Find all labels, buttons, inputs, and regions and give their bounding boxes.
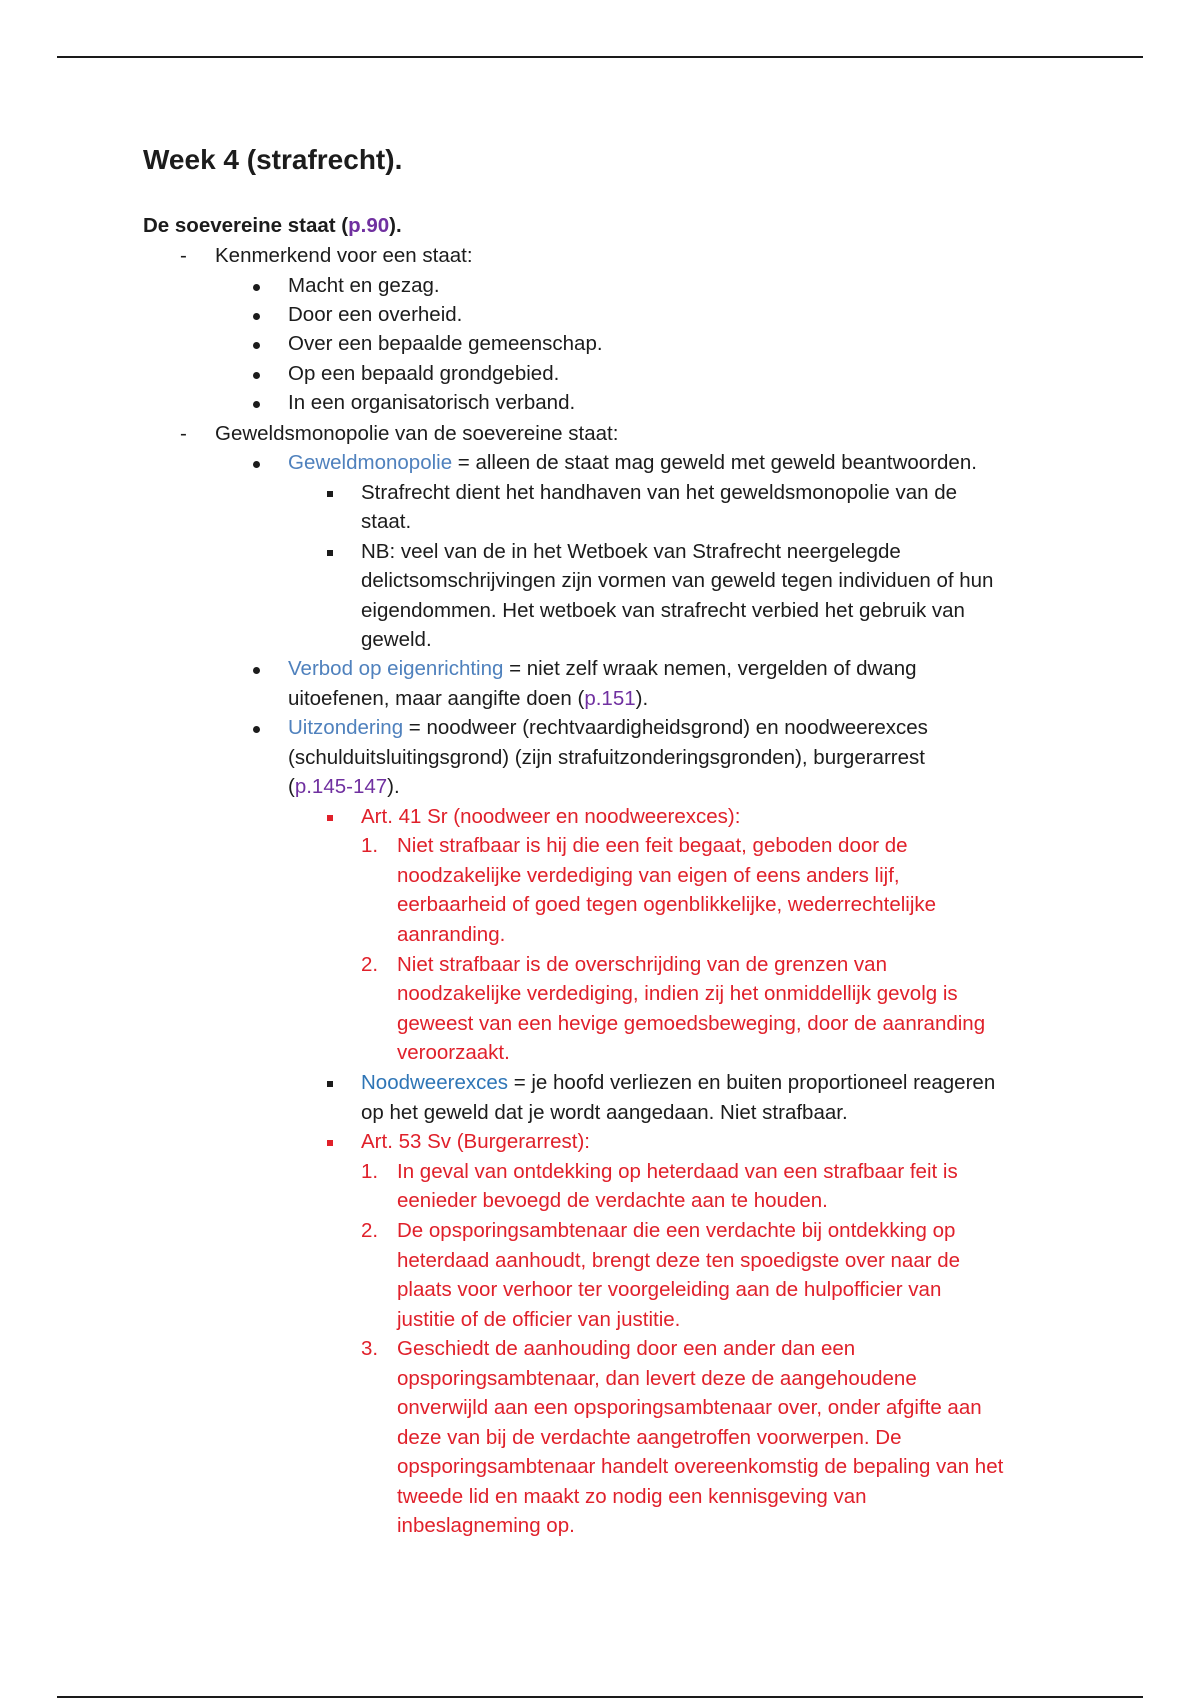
sub-item-line: geweld. [361,628,432,651]
article-item-number: 3. [361,1337,379,1360]
article-line: noodzakelijke verdediging van eigen of eens anders lijf, [397,864,900,887]
square-bullet [327,491,333,497]
definition-continuation: (schulduitsluitingsgrond) (zijn strafuitzonderingsgronden), burgerarrest [288,746,925,769]
definition-continuation [288,773,400,801]
article-line: deze van bij de verdachte aangetroffen voorwerpen. De [397,1426,902,1449]
sub-item-line: delictsomschrijvingen zijn vormen van geweld tegen individuen of hun [361,569,994,592]
term-highlight: Geweldmonopolie [288,451,453,474]
sub-item-line: NB: veel van de in het Wetboek van Strafrecht neergelegde [361,540,901,563]
article-line: Geschiedt de aanhouding door een ander dan een [397,1337,856,1360]
sub-item-line: staat. [361,510,412,533]
list-item: Op een bepaald grondgebied. [288,362,560,385]
definition-geweldmonopolie [288,449,977,477]
page-title: Week 4 (strafrecht). [143,144,403,175]
article-line: eenieder bevoegd de verdachte aan te houden. [397,1189,828,1212]
sub-item-line: Strafrecht dient het handhaven van het geweldsmonopolie van de [361,481,958,504]
page-reference: p.145-147 [294,775,388,798]
definition-text: ). [387,775,400,798]
article-item-number: 1. [361,834,379,857]
list-item: In een organisatorisch verband. [288,391,576,414]
article-line: tweede lid en maakt zo nodig een kennisgeving van [397,1485,867,1508]
bullet-dot [253,313,260,320]
article-line: noodzakelijke verdediging, indien zij het onmiddellijk gevolg is [397,982,958,1005]
article-heading: Art. 53 Sv (Burgerarrest): [361,1130,590,1153]
article-line: Niet strafbaar is de overschrijding van de grenzen van [397,953,887,976]
term-highlight: Uitzondering [288,716,404,739]
article-line: plaats voor verhoor ter voorgeleiding aan de hulpofficier van [397,1278,942,1301]
section-heading [143,212,402,240]
header-rule [57,56,1143,58]
list-item: Over een bepaalde gemeenschap. [288,332,603,355]
definition-text: uitoefenen, maar aangifte doen ( [288,687,585,710]
definition-text: = noodweer (rechtvaardigheidsgrond) en noodweerexces [403,716,928,739]
definition-eigenrichting [288,655,917,683]
page-reference: p.151 [584,687,636,710]
dash-bullet: - [180,422,187,445]
square-bullet [327,550,333,556]
definition-noodweerexces [361,1069,995,1097]
term-highlight: Verbod op eigenrichting [288,657,504,680]
page-reference: p.90 [348,214,390,237]
article-line: aanranding. [397,923,506,946]
list-label: Kenmerkend voor een staat: [215,244,473,267]
term-highlight: Noodweerexces [361,1071,508,1094]
square-bullet [327,815,333,821]
article-line: veroorzaakt. [397,1041,510,1064]
list-item: Door een overheid. [288,303,463,326]
footer-rule [57,1696,1143,1698]
article-line: heterdaad aanhoudt, brengt deze ten spoedigste over naar de [397,1249,961,1272]
article-line: In geval van ontdekking op heterdaad van een strafbaar feit is [397,1160,958,1183]
bullet-dot [253,401,260,408]
article-item-number: 1. [361,1160,379,1183]
article-heading: Art. 41 Sr (noodweer en noodweerexces): [361,805,741,828]
bullet-dot [253,284,260,291]
definition-continuation: op het geweld dat je wordt aangedaan. Niet strafbaar. [361,1101,848,1124]
square-bullet [327,1140,333,1146]
article-line: opsporingsambtenaar, dan levert deze de aangehoudene [397,1367,917,1390]
definition-text: = alleen de staat mag geweld met geweld beantwoorden. [452,451,977,474]
bullet-dot [253,667,260,674]
article-line: De opsporingsambtenaar die een verdachte bij ontdekking op [397,1219,956,1242]
definition-continuation [288,685,648,713]
article-line: onverwijld aan een opsporingsambtenaar over, onder afgifte aan [397,1396,982,1419]
article-line: Niet strafbaar is hij die een feit begaat, geboden door de [397,834,908,857]
article-line: justitie of de officier van justitie. [397,1308,681,1331]
article-line: opsporingsambtenaar handelt overeenkomstig de bepaling van het [397,1455,1004,1478]
article-line: inbeslagneming op. [397,1514,575,1537]
section-heading-text: De soevereine staat ( [143,214,349,237]
dash-bullet: - [180,244,187,267]
list-item: Macht en gezag. [288,274,440,297]
list-label: Geweldsmonopolie van de soevereine staat: [215,422,619,445]
article-line: geweest van een hevige gemoedsbeweging, door de aanranding [397,1012,986,1035]
definition-text: ( [288,775,295,798]
definition-uitzondering [288,714,928,742]
definition-text: = je hoofd verliezen en buiten proportioneel reageren [508,1071,996,1094]
bullet-dot [253,726,260,733]
bullet-dot [253,461,260,468]
article-item-number: 2. [361,953,379,976]
article-item-number: 2. [361,1219,379,1242]
bullet-dot [253,342,260,349]
bullet-dot [253,372,260,379]
definition-text: ). [635,687,649,710]
section-heading-suffix: ). [389,214,402,237]
definition-text: = niet zelf wraak nemen, vergelden of dwang [503,657,917,680]
sub-item-line: eigendommen. Het wetboek van strafrecht verbied het gebruik van [361,599,965,622]
article-line: eerbaarheid of goed tegen ogenblikkelijke, wederrechtelijke [397,893,937,916]
square-bullet [327,1081,333,1087]
